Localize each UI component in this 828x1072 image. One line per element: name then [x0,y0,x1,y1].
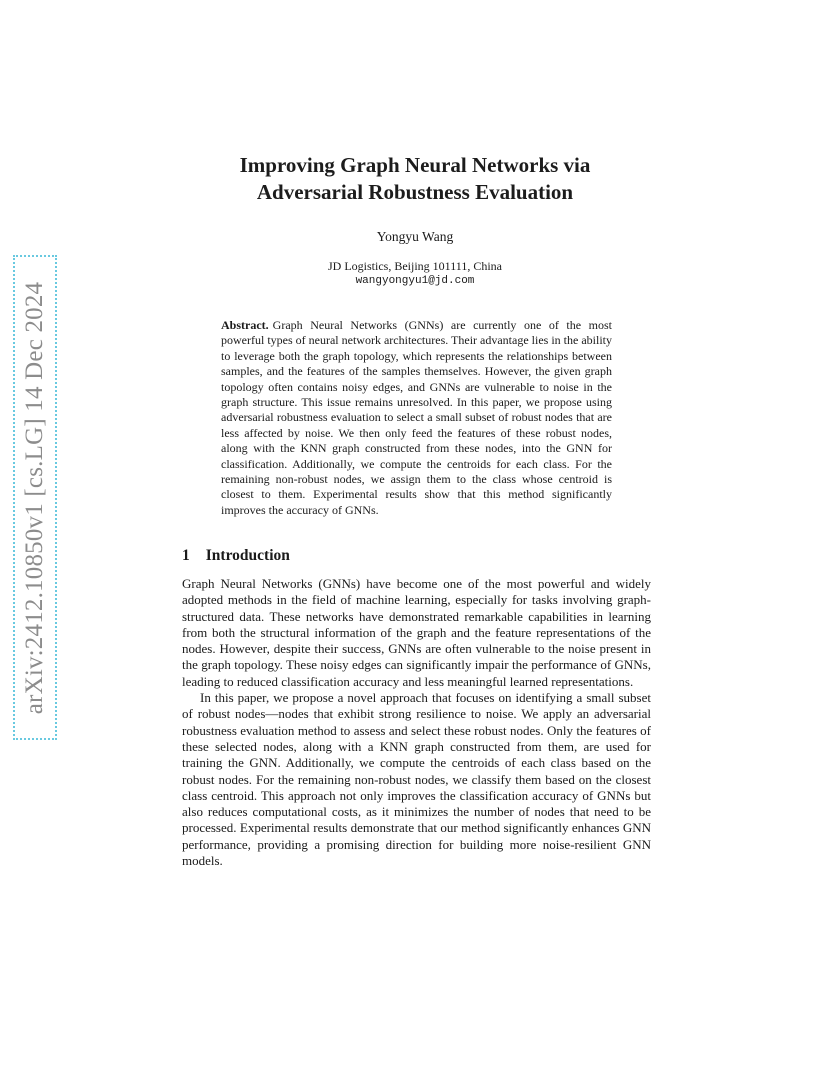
abstract-text: Graph Neural Networks (GNNs) are currently one of the most powerful types of neural network architectures. Their advantage lies in the ability to leverage both the graph topology, which represents the relationships between samples, and the features of the samples themselves. However, the given graph topology often contains noisy edges, and GNNs are vulnerable to noise in the graph structure. This issue remains unresolved. In this paper, we propose using adversarial robustness evaluation to select a small subset of robust nodes that are less affected by noise. We then only feed the features of these robust nodes, along with the KNN graph constructed from these nodes, into the GNN for classification. Additionally, we compute the centroids for each class. For the remaining non-robust nodes, we assign them to the class whose centroid is closest to them. Experimental results show that this method significantly improves the accuracy of GNNs. [221,318,612,517]
author-affiliation-block [150,259,680,289]
affiliation: JD Logistics, Beijing 101111, China [328,259,502,273]
introduction-body [182,576,651,869]
abstract [221,318,612,518]
paper-title-line-1: Improving Graph Neural Networks via [239,153,591,177]
author-name: Yongyu Wang [376,229,454,244]
author-email: wangyongyu1@jd.com [355,275,475,287]
arxiv-identifier-stamp [13,255,57,740]
paper-title-line-2: Adversarial Robustness Evaluation [256,180,574,204]
section-number: 1 [182,547,190,564]
intro-paragraph-1: Graph Neural Networks (GNNs) have become one of the most powerful and widely adopted methods in the field of machine learning, especially for tasks involving graph-structured data. These networks have demonstrated remarkable capabilities in learning from both the structural information of the graph and the feature representations of the nodes. However, despite their success, GNNs are often vulnerable to the noise present in the graph topology. These noisy edges can significantly impair the performance of GNNs, leading to reduced classification accuracy and less meaningful learned representations. [182,576,651,689]
arxiv-identifier-text: arXiv:2412.10850v1 [cs.LG] 14 Dec 2024 [21,281,48,714]
intro-paragraph-2: In this paper, we propose a novel approach that focuses on identifying a small subset of robust nodes—nodes that exhibit strong resilience to noise. We apply an adversarial robustness evaluation method to assess and select these robust nodes. Only the features of these selected nodes, along with a KNN graph constructed from them, are used for training the GNN. Additionally, we compute the centroids of each class based on the robust nodes. For the remaining non-robust nodes, we classify them based on the closest class centroid. This approach not only improves the classification accuracy of GNNs but also reduces computational costs, as it minimizes the number of nodes that need to be processed. Experimental results demonstrate that our method significantly enhances GNN performance, providing a promising direction for building more noise-resilient GNN models. [182,690,651,869]
abstract-label: Abstract. [221,318,269,332]
section-title: Introduction [205,547,290,564]
paper-title [150,152,680,206]
section-heading [182,547,290,565]
